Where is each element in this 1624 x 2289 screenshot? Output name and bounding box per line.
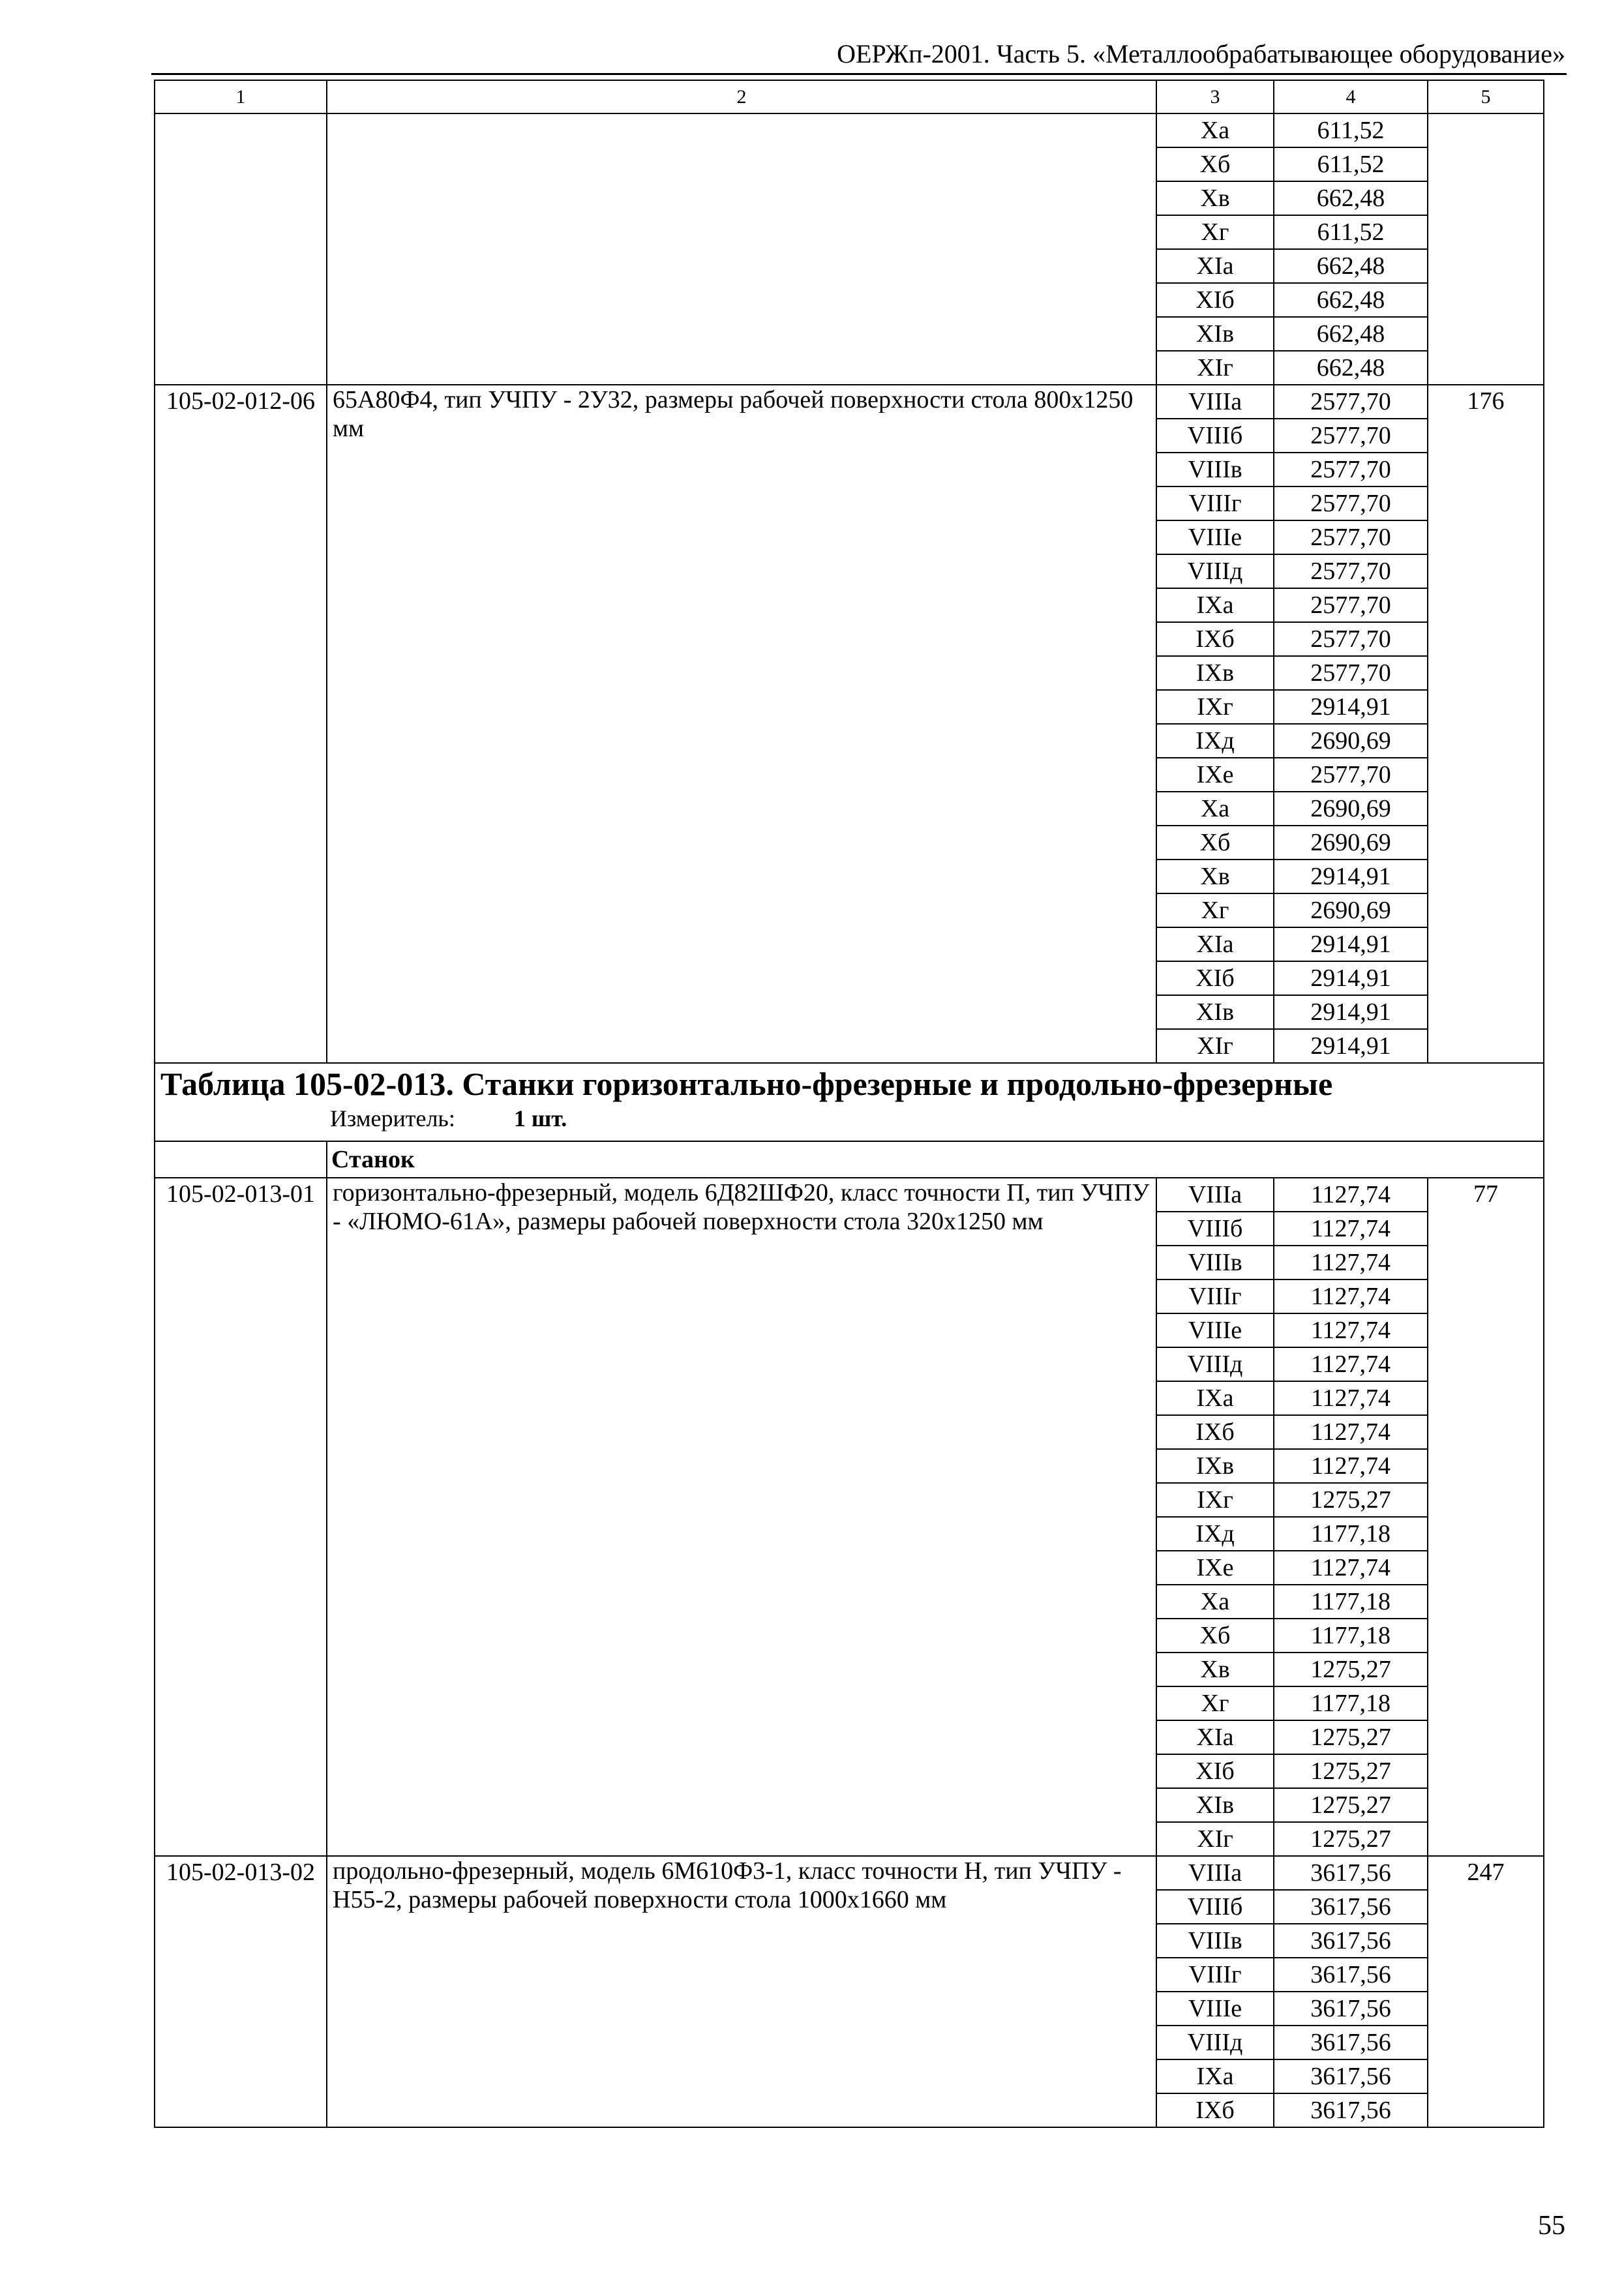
price-value: 3617,56 bbox=[1274, 1856, 1428, 1890]
zone-code: VIIIд bbox=[1156, 554, 1274, 588]
zone-code: IXа bbox=[1156, 588, 1274, 622]
price-value: 1127,74 bbox=[1274, 1279, 1428, 1313]
price-table bbox=[154, 80, 1544, 2128]
zone-code: IXв bbox=[1156, 656, 1274, 690]
table-caption-row bbox=[155, 1063, 1544, 1141]
price-value: 3617,56 bbox=[1274, 1992, 1428, 2026]
section-row bbox=[155, 1141, 1544, 1178]
table-caption bbox=[155, 1063, 1544, 1141]
price-value: 662,48 bbox=[1274, 283, 1428, 317]
zone-code: VIIIв bbox=[1156, 1246, 1274, 1279]
weight-value: 176 bbox=[1428, 385, 1544, 1063]
price-value: 1177,18 bbox=[1274, 1619, 1428, 1653]
price-value: 2914,91 bbox=[1274, 927, 1428, 961]
price-value: 1127,74 bbox=[1274, 1178, 1428, 1212]
price-value: 1177,18 bbox=[1274, 1517, 1428, 1551]
price-value: 1127,74 bbox=[1274, 1246, 1428, 1279]
price-value: 662,48 bbox=[1274, 249, 1428, 283]
zone-code: IXе bbox=[1156, 758, 1274, 792]
zone-code: IXг bbox=[1156, 1483, 1274, 1517]
zone-code: VIIIд bbox=[1156, 2026, 1274, 2059]
price-value: 2914,91 bbox=[1274, 961, 1428, 995]
price-value: 3617,56 bbox=[1274, 1958, 1428, 1992]
price-value: 611,52 bbox=[1274, 147, 1428, 181]
item-description bbox=[327, 113, 1156, 385]
price-value: 1275,27 bbox=[1274, 1788, 1428, 1822]
measure-value: 1 шт. bbox=[513, 1105, 567, 1131]
zone-code: Xа bbox=[1156, 1585, 1274, 1619]
zone-code: XIб bbox=[1156, 1754, 1274, 1788]
zone-code: Xв bbox=[1156, 860, 1274, 893]
zone-code: VIIIе bbox=[1156, 1992, 1274, 2026]
zone-code: Xг bbox=[1156, 215, 1274, 249]
price-value: 1275,27 bbox=[1274, 1483, 1428, 1517]
price-value: 3617,56 bbox=[1274, 2026, 1428, 2059]
price-value: 2577,70 bbox=[1274, 520, 1428, 554]
zone-code: VIIIа bbox=[1156, 1856, 1274, 1890]
zone-code: XIб bbox=[1156, 283, 1274, 317]
zone-code: VIIIе bbox=[1156, 520, 1274, 554]
price-value: 3617,56 bbox=[1274, 2059, 1428, 2093]
zone-code: XIг bbox=[1156, 1029, 1274, 1063]
item-code: 105-02-013-02 bbox=[155, 1856, 327, 2127]
item-description: продольно-фрезерный, модель 6М610Ф3-1, класс точности Н, тип УЧПУ - Н55-2, размеры рабочей поверхности стола 1000х1660 мм bbox=[327, 1856, 1156, 2127]
item-code: 105-02-012-06 bbox=[155, 385, 327, 1063]
zone-code: IXг bbox=[1156, 690, 1274, 724]
running-header: ОЕРЖп-2001. Часть 5. «Металлообрабатывающее оборудование» bbox=[837, 39, 1565, 68]
price-value: 2577,70 bbox=[1274, 453, 1428, 486]
measure-label: Измеритель: bbox=[330, 1105, 455, 1131]
zone-code: VIIIд bbox=[1156, 1347, 1274, 1381]
price-value: 2690,69 bbox=[1274, 792, 1428, 826]
zone-code: XIг bbox=[1156, 351, 1274, 385]
price-value: 1275,27 bbox=[1274, 1653, 1428, 1686]
price-value: 1275,27 bbox=[1274, 1754, 1428, 1788]
price-value: 611,52 bbox=[1274, 215, 1428, 249]
zone-code: XIа bbox=[1156, 249, 1274, 283]
item-code: 105-02-013-01 bbox=[155, 1178, 327, 1856]
section-title: Станок bbox=[327, 1141, 1544, 1178]
price-value: 2577,70 bbox=[1274, 758, 1428, 792]
price-table-body bbox=[155, 80, 1544, 2127]
column-number: 3 bbox=[1156, 80, 1274, 113]
zone-code: VIIIг bbox=[1156, 1958, 1274, 1992]
price-value: 1127,74 bbox=[1274, 1381, 1428, 1415]
price-value: 1127,74 bbox=[1274, 1415, 1428, 1449]
page-number: 55 bbox=[1538, 2211, 1565, 2241]
price-value: 2690,69 bbox=[1274, 826, 1428, 860]
zone-code: VIIIб bbox=[1156, 1890, 1274, 1924]
zone-code: Xв bbox=[1156, 181, 1274, 215]
price-value: 3617,56 bbox=[1274, 2093, 1428, 2127]
price-value: 2690,69 bbox=[1274, 724, 1428, 758]
column-number: 4 bbox=[1274, 80, 1428, 113]
zone-code: IXд bbox=[1156, 1517, 1274, 1551]
zone-code: VIIIб bbox=[1156, 1212, 1274, 1246]
zone-code: IXе bbox=[1156, 1551, 1274, 1585]
zone-code: Xб bbox=[1156, 826, 1274, 860]
price-value: 2577,70 bbox=[1274, 656, 1428, 690]
zone-code: VIIIб bbox=[1156, 419, 1274, 453]
zone-code: Xа bbox=[1156, 792, 1274, 826]
price-value: 2577,70 bbox=[1274, 554, 1428, 588]
column-number: 2 bbox=[327, 80, 1156, 113]
zone-code: XIв bbox=[1156, 995, 1274, 1029]
item-description: горизонтально-фрезерный, модель 6Д82ШФ20, класс точности П, тип УЧПУ - «ЛЮМО-61А», размеры рабочей поверхности стола 320х1250 мм bbox=[327, 1178, 1156, 1856]
weight-value bbox=[1428, 113, 1544, 385]
price-value: 2577,70 bbox=[1274, 588, 1428, 622]
price-value: 2914,91 bbox=[1274, 690, 1428, 724]
zone-code: Xв bbox=[1156, 1653, 1274, 1686]
price-value: 2577,70 bbox=[1274, 486, 1428, 520]
price-value: 662,48 bbox=[1274, 317, 1428, 351]
item-description: 65А80Ф4, тип УЧПУ - 2У32, размеры рабочей поверхности стола 800х1250 мм bbox=[327, 385, 1156, 1063]
price-value: 1127,74 bbox=[1274, 1449, 1428, 1483]
table-row bbox=[155, 385, 1544, 419]
zone-code: IXд bbox=[1156, 724, 1274, 758]
price-value: 662,48 bbox=[1274, 351, 1428, 385]
price-value: 2914,91 bbox=[1274, 995, 1428, 1029]
price-value: 1275,27 bbox=[1274, 1720, 1428, 1754]
table-row bbox=[155, 1178, 1544, 1212]
column-number-row bbox=[155, 80, 1544, 113]
zone-code: VIIIг bbox=[1156, 1279, 1274, 1313]
zone-code: VIIIв bbox=[1156, 453, 1274, 486]
column-number: 1 bbox=[155, 80, 327, 113]
price-value: 1177,18 bbox=[1274, 1585, 1428, 1619]
price-value: 2577,70 bbox=[1274, 419, 1428, 453]
zone-code: IXа bbox=[1156, 1381, 1274, 1415]
price-value: 1127,74 bbox=[1274, 1313, 1428, 1347]
column-number: 5 bbox=[1428, 80, 1544, 113]
zone-code: IXа bbox=[1156, 2059, 1274, 2093]
price-value: 611,52 bbox=[1274, 113, 1428, 147]
zone-code: IXв bbox=[1156, 1449, 1274, 1483]
price-value: 2577,70 bbox=[1274, 622, 1428, 656]
zone-code: XIб bbox=[1156, 961, 1274, 995]
zone-code: Xг bbox=[1156, 893, 1274, 927]
item-code bbox=[155, 113, 327, 385]
price-value: 1127,74 bbox=[1274, 1551, 1428, 1585]
table-title: Таблица 105-02-013. Станки горизонтально-фрезерные и продольно-фрезерные bbox=[160, 1066, 1333, 1102]
price-value: 1127,74 bbox=[1274, 1212, 1428, 1246]
zone-code: Xа bbox=[1156, 113, 1274, 147]
zone-code: Xг bbox=[1156, 1686, 1274, 1720]
price-value: 3617,56 bbox=[1274, 1890, 1428, 1924]
price-value: 1177,18 bbox=[1274, 1686, 1428, 1720]
zone-code: XIг bbox=[1156, 1822, 1274, 1856]
zone-code: VIIIа bbox=[1156, 1178, 1274, 1212]
price-value: 2577,70 bbox=[1274, 385, 1428, 419]
zone-code: XIа bbox=[1156, 927, 1274, 961]
price-value: 3617,56 bbox=[1274, 1924, 1428, 1958]
zone-code: VIIIе bbox=[1156, 1313, 1274, 1347]
price-value: 2914,91 bbox=[1274, 1029, 1428, 1063]
zone-code: IXб bbox=[1156, 1415, 1274, 1449]
zone-code: XIв bbox=[1156, 317, 1274, 351]
weight-value: 77 bbox=[1428, 1178, 1544, 1856]
zone-code: VIIIг bbox=[1156, 486, 1274, 520]
table-row bbox=[155, 113, 1544, 147]
price-value: 2690,69 bbox=[1274, 893, 1428, 927]
table-row bbox=[155, 1856, 1544, 1890]
price-value: 662,48 bbox=[1274, 181, 1428, 215]
zone-code: IXб bbox=[1156, 2093, 1274, 2127]
zone-code: VIIIв bbox=[1156, 1924, 1274, 1958]
zone-code: IXб bbox=[1156, 622, 1274, 656]
price-value: 1275,27 bbox=[1274, 1822, 1428, 1856]
zone-code: XIв bbox=[1156, 1788, 1274, 1822]
weight-value: 247 bbox=[1428, 1856, 1544, 2127]
measure-line bbox=[160, 1104, 1538, 1133]
zone-code: Xб bbox=[1156, 1619, 1274, 1653]
header-rule bbox=[151, 73, 1567, 75]
section-code-cell bbox=[155, 1141, 327, 1178]
zone-code: VIIIа bbox=[1156, 385, 1274, 419]
zone-code: Xб bbox=[1156, 147, 1274, 181]
price-value: 1127,74 bbox=[1274, 1347, 1428, 1381]
zone-code: XIа bbox=[1156, 1720, 1274, 1754]
price-value: 2914,91 bbox=[1274, 860, 1428, 893]
